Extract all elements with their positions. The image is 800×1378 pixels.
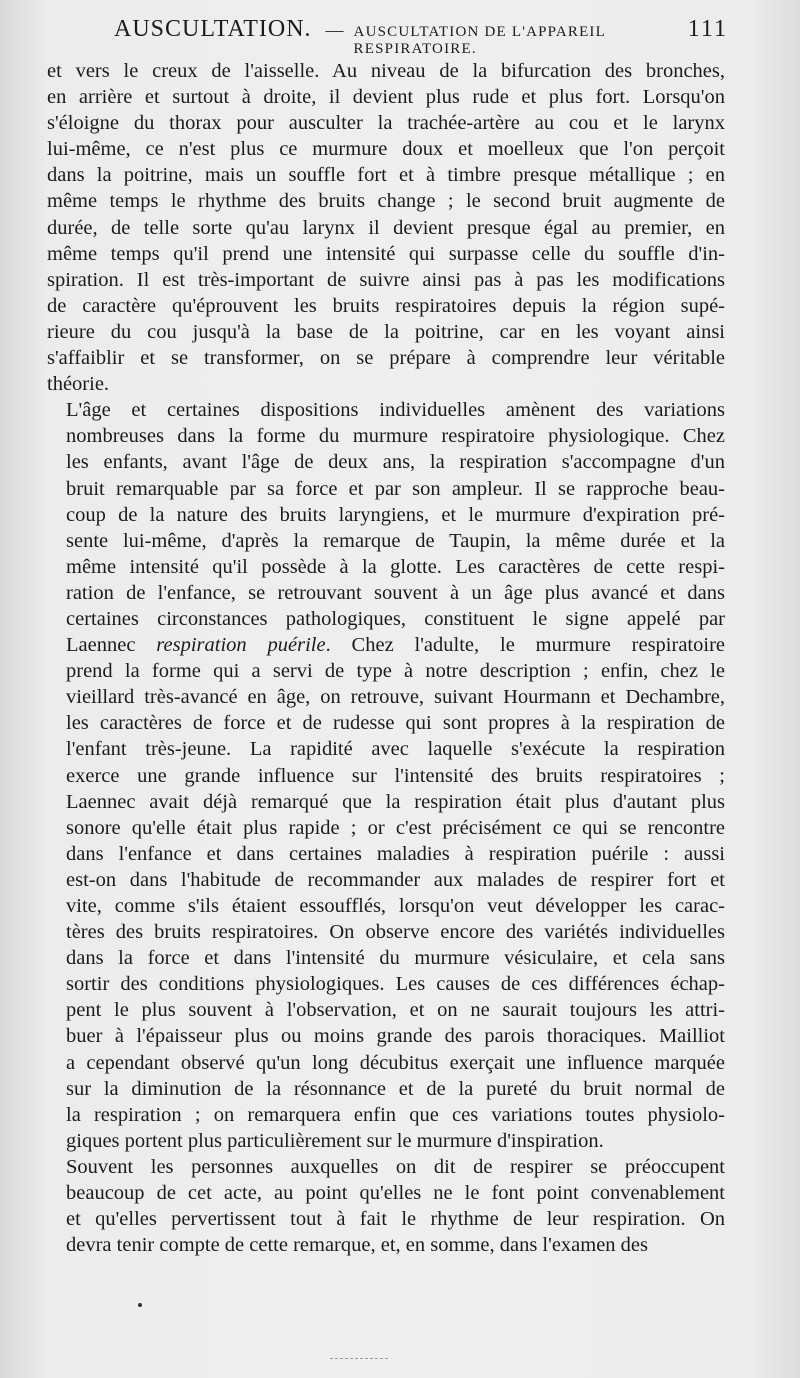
text-line: pent le plus souvent à l'observation, et on ne saurait toujours les attri- xyxy=(66,999,725,1022)
text-line: la respiration ; on remarquera enfin que ces variations toutes physiolo- xyxy=(66,1103,725,1126)
text-line: Laennec avait déjà remarqué que la respiration était plus d'autant plus xyxy=(66,790,725,813)
text-line: lui-même, ce n'est plus ce murmure doux et moelleux que l'on perçoit xyxy=(47,138,725,161)
page-number: 111 xyxy=(687,16,728,42)
text-line: prend la forme qui a servi de type à notre description ; enfin, chez le xyxy=(66,660,725,683)
text-line: dans l'enfance et dans certaines maladies à respiration puérile : aussi xyxy=(66,842,725,865)
text-line: s'affaiblir et se transformer, on se prépare à comprendre leur véritable xyxy=(47,347,725,370)
running-head-dash: — xyxy=(325,20,344,40)
text-line: sente lui-même, d'après la remarque de Taupin, la même durée et la xyxy=(66,529,725,552)
text-line: a cependant observé qu'un long décubitus exerçait une influence marquée xyxy=(66,1051,725,1074)
text-line: beaucoup de cet acte, au point qu'elles ne le font point convenablement xyxy=(66,1182,725,1205)
ink-speck xyxy=(138,1303,142,1307)
text-line: les caractères de force et de rudesse qui sont propres à la respiration de xyxy=(66,712,725,735)
text-line: durée, de telle sorte qu'au larynx il devient presque égal au premier, en xyxy=(47,216,725,239)
text-line: même intensité qu'il possède à la glotte. Les caractères de cette respi- xyxy=(66,555,725,578)
text-line: dans la poitrine, mais un souffle fort et à timbre presque métallique ; en xyxy=(47,164,725,187)
bottom-rule xyxy=(330,1358,388,1359)
body-text xyxy=(47,58,725,1258)
text-line: exerce une grande influence sur l'intensité des bruits respiratoires ; xyxy=(66,764,725,787)
text-line: même temps qu'il prend une intensité qui surpasse celle du souffle d'in- xyxy=(47,242,725,265)
text-line: certaines circonstances pathologiques, constituent le signe appelé par xyxy=(66,607,725,630)
text-line: sonore qu'elle était plus rapide ; or c'est précisément ce qui se rencontre xyxy=(66,816,725,839)
text-line: dans la force et dans l'intensité du murmure vésiculaire, et cela sans xyxy=(66,947,725,970)
paragraph xyxy=(47,1154,725,1258)
text-line: sortir des conditions physiologiques. Les causes de ces différences échap- xyxy=(66,973,725,996)
text-line: de caractère qu'éprouvent les bruits respiratoires depuis la région supé- xyxy=(47,294,725,317)
text-line: giques portent plus particulièrement sur le murmure d'inspiration. xyxy=(66,1129,604,1152)
text-line: sur la diminution de la résonnance et de la pureté du bruit normal de xyxy=(66,1077,725,1100)
text-line: rieure du cou jusqu'à la base de la poitrine, car en les voyant ainsi xyxy=(47,320,725,343)
text-line: L'âge et certaines dispositions individuelles amènent des variations xyxy=(66,399,725,422)
text-line: Laennec respiration puérile. Chez l'adulte, le murmure respiratoire xyxy=(66,634,725,657)
text-line: tères des bruits respiratoires. On observe encore des variétés individuelles xyxy=(66,921,725,944)
text-line: vieillard très-avancé en âge, on retrouve, suivant Hourmann et Dechambre, xyxy=(66,686,725,709)
paragraph xyxy=(47,397,725,1154)
text-line: en arrière et surtout à droite, il devient plus rude et plus fort. Lorsqu'on xyxy=(47,86,725,109)
text-line: buer à l'épaisseur plus ou moins grande des parois thoraciques. Mailliot xyxy=(66,1025,725,1048)
text-line: les enfants, avant l'âge de deux ans, la respiration s'accompagne d'un xyxy=(66,451,725,474)
text-line: et qu'elles pervertissent tout à fait le rhythme de leur respiration. On xyxy=(66,1208,725,1231)
text-line: l'enfant très-jeune. La rapidité avec laquelle s'exécute la respiration xyxy=(66,738,725,761)
italic-term: respiration puérile xyxy=(156,634,326,657)
text-line: même temps le rhythme des bruits change ; le second bruit augmente de xyxy=(47,190,725,213)
text-line: nombreuses dans la forme du murmure respiratoire physiologique. Chez xyxy=(66,425,725,448)
text-line: s'éloigne du thorax pour ausculter la trachée-artère au cou et le larynx xyxy=(47,112,725,135)
text-line: spiration. Il est très-important de suivre ainsi pas à pas les modifications xyxy=(47,268,725,291)
text-line: est-on dans l'habitude de recommander aux malades de respirer fort et xyxy=(66,868,725,891)
text-line: bruit remarquable par sa force et par son ampleur. Il se rapproche beau- xyxy=(66,477,725,500)
text-line: théorie. xyxy=(47,373,110,396)
running-head-section: AUSCULTATION DE L'APPAREIL RESPIRATOIRE. xyxy=(353,24,606,57)
running-head-chapter: AUSCULTATION. xyxy=(114,16,312,42)
text-line: Souvent les personnes auxquelles on dit de respirer se préoccupent xyxy=(66,1155,725,1178)
text-line: ration de l'enfance, se retrouvant souvent à un âge plus avancé et dans xyxy=(66,581,725,604)
text-line: et vers le creux de l'aisselle. Au niveau de la bifurcation des bronches, xyxy=(47,60,725,82)
text-line: devra tenir compte de cette remarque, et, en somme, dans l'examen des xyxy=(66,1234,649,1257)
running-head xyxy=(48,16,752,56)
paragraph xyxy=(47,58,725,397)
text-line: vite, comme s'ils étaient essoufflés, lorsqu'on veut développer les carac- xyxy=(66,895,725,917)
text-line: coup de la nature des bruits laryngiens, et le murmure d'expiration pré- xyxy=(66,503,725,526)
